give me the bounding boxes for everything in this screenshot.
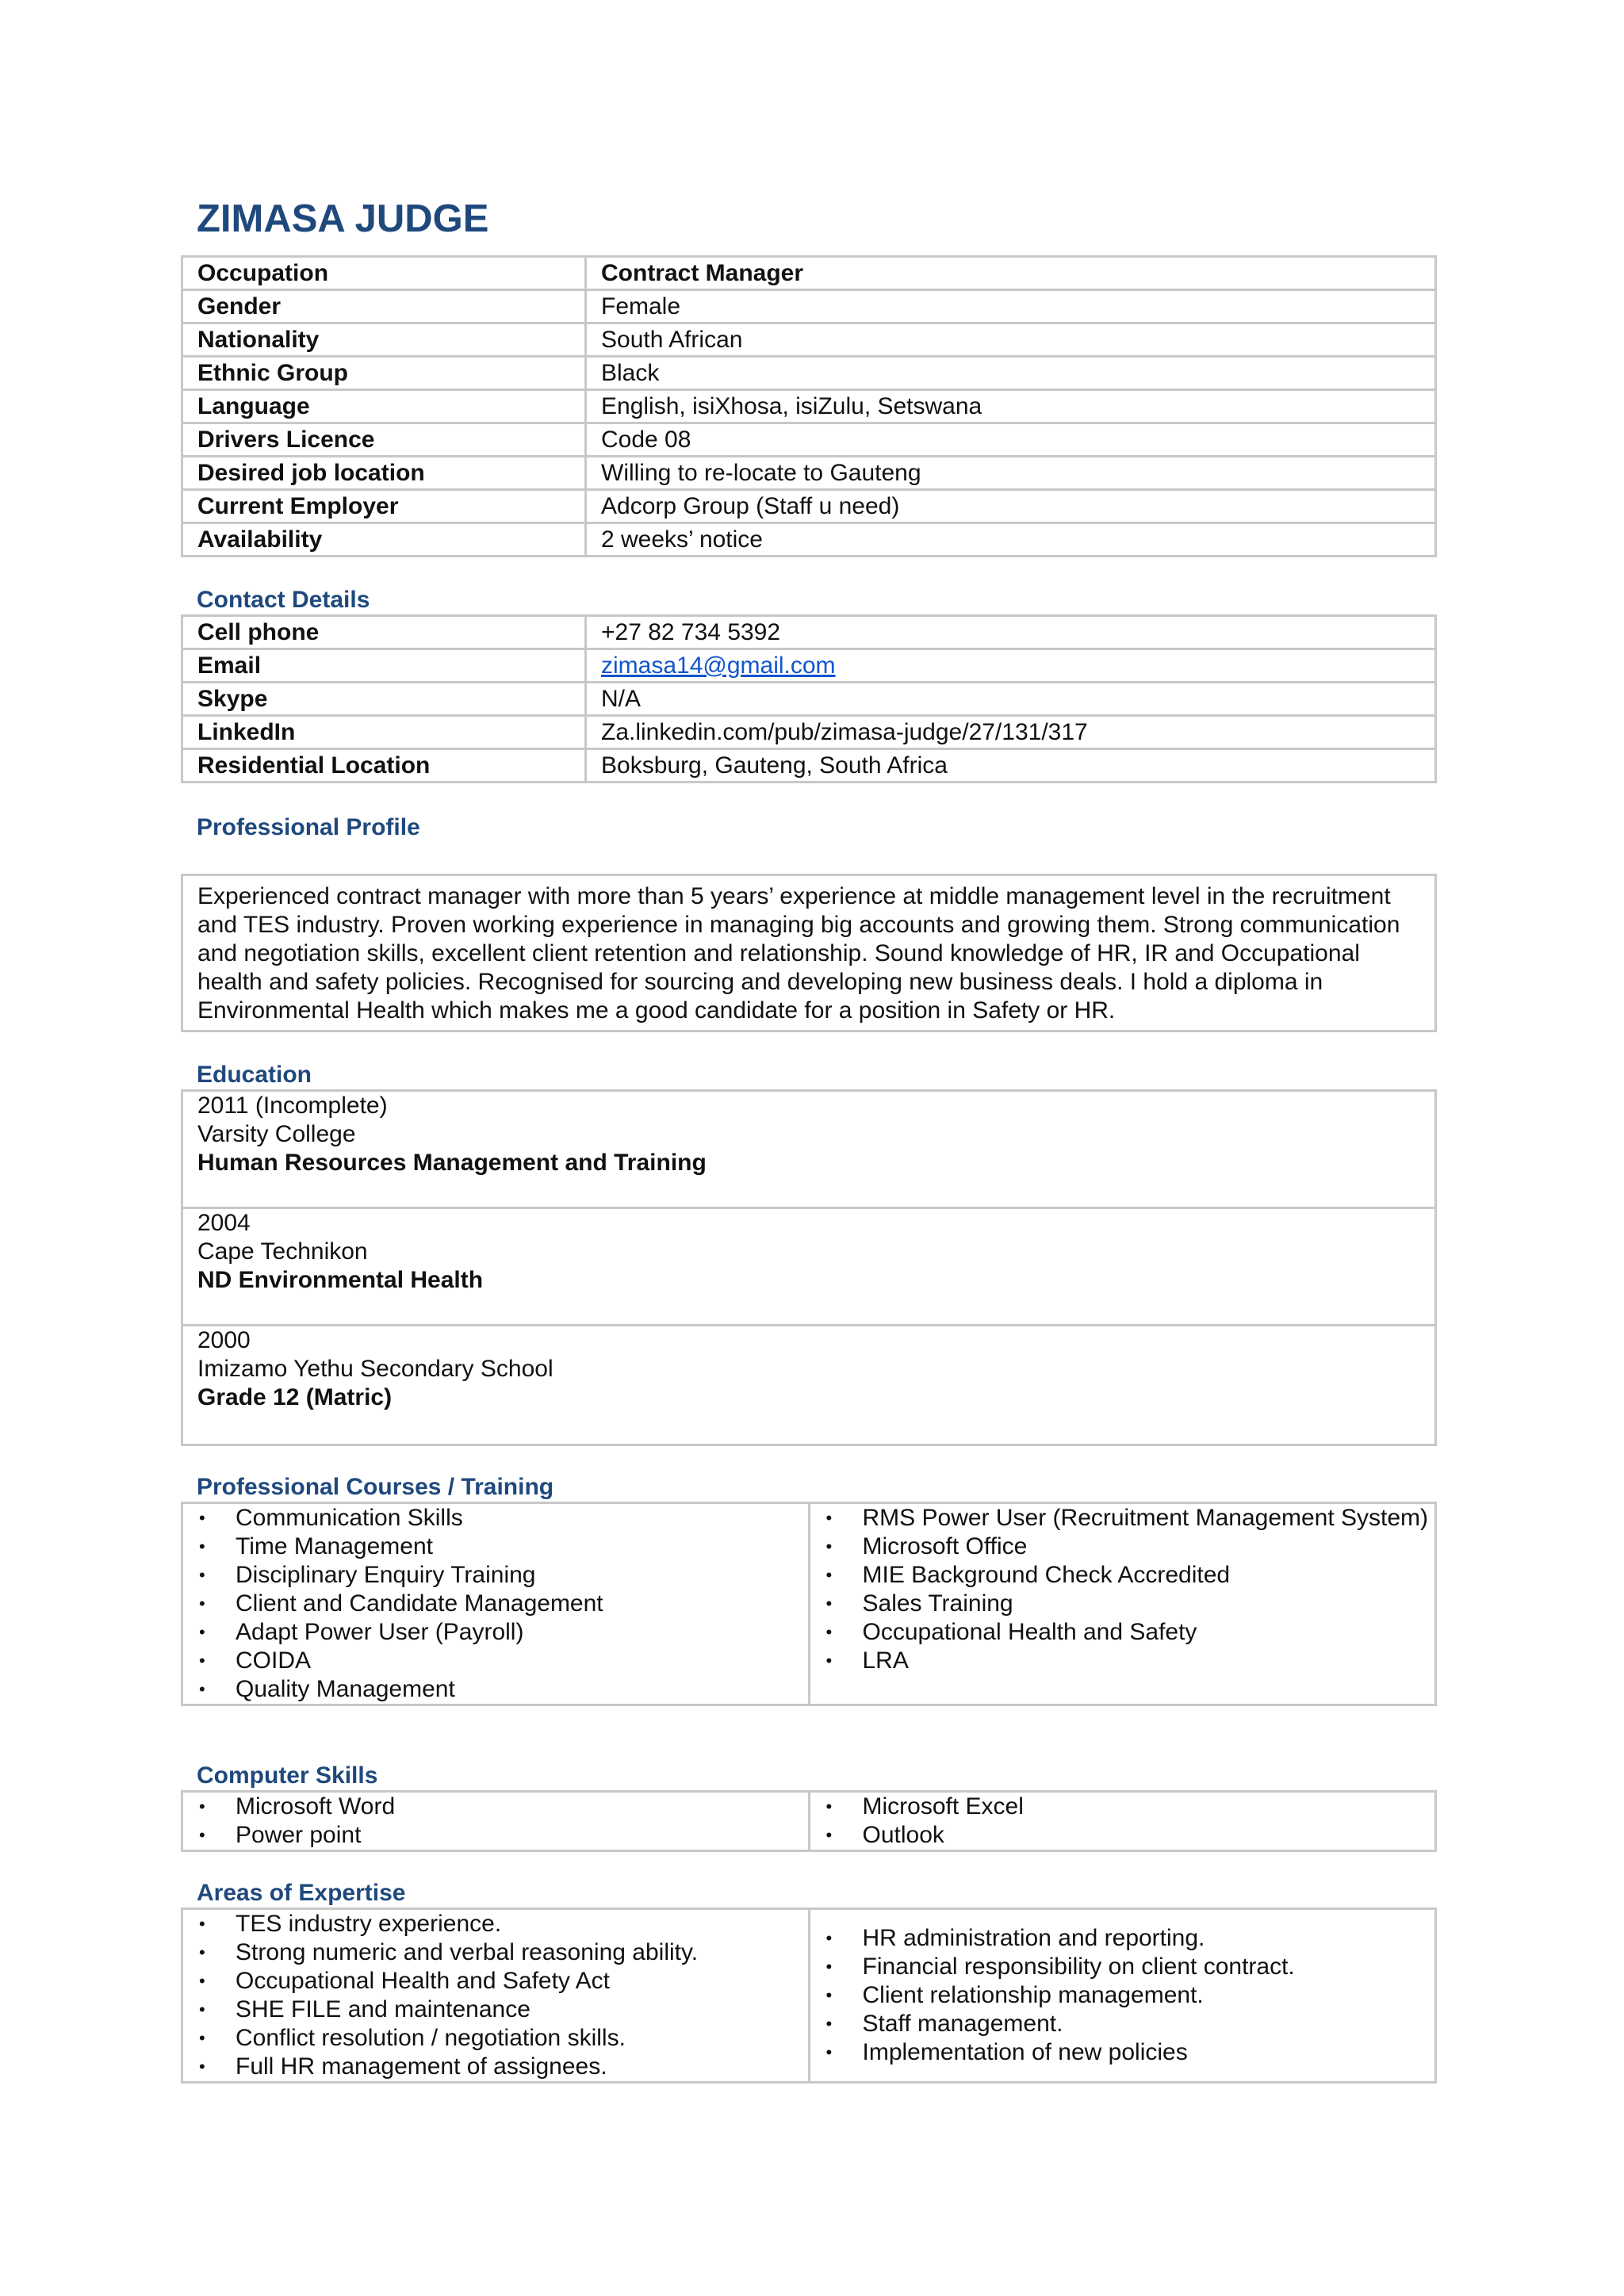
computer-right-column (809, 1792, 1436, 1851)
contact-detail-value (586, 649, 1436, 683)
contact-detail-value: +27 82 734 5392 (586, 616, 1436, 649)
course-item: • Quality Management (199, 1675, 808, 1704)
professional-profile-text: Experienced contract manager with more than 5 years’ experience at middle management level in the recruitment and TES industry. Proven working experience in managing big accounts and growing them. Strong communication and negotiation skills, excellent client retention and relationship. Sound knowledge of HR, IR and Occupational health and safety policies. Recognised for sourcing and developing new business deals. I hold a diploma in Environmental Health which makes me a good candidate for a position in Safety or HR. (181, 874, 1437, 1032)
expertise-item: • Financial responsibility on client contract. (826, 1953, 1435, 1981)
course-item: • Time Management (199, 1533, 808, 1561)
areas-of-expertise-table (181, 1908, 1437, 2084)
course-item: • Adapt Power User (Payroll) (199, 1618, 808, 1647)
contact-detail-row (182, 616, 1436, 649)
education-year: 2004 (197, 1210, 251, 1236)
personal-detail-value: Willing to re-locate to Gauteng (586, 457, 1436, 490)
expertise-item: • HR administration and reporting. (826, 1924, 1435, 1953)
resume-page (181, 190, 1437, 2084)
contact-detail-label: Email (182, 649, 586, 683)
education-entry (183, 1209, 1434, 1326)
course-item: • Occupational Health and Safety (826, 1618, 1435, 1647)
personal-detail-row (182, 523, 1436, 557)
contact-detail-row (182, 683, 1436, 716)
contact-detail-label: Cell phone (182, 616, 586, 649)
education-entry (183, 1326, 1434, 1444)
education-institution: Varsity College (197, 1121, 356, 1147)
personal-detail-label: Current Employer (182, 490, 586, 523)
expertise-item: • Client relationship management. (826, 1981, 1435, 2010)
course-item: • Disciplinary Enquiry Training (199, 1561, 808, 1590)
education-qualification: ND Environmental Health (197, 1267, 484, 1293)
computer-left-column (182, 1792, 810, 1851)
course-item: • MIE Background Check Accredited (826, 1561, 1435, 1590)
course-item: • RMS Power User (Recruitment Management System) (826, 1504, 1435, 1533)
personal-detail-row (182, 290, 1436, 323)
expertise-item: • Full HR management of assignees. (199, 2053, 808, 2081)
personal-detail-label: Language (182, 390, 586, 423)
personal-details-table (181, 255, 1437, 557)
personal-detail-value: Adcorp Group (Staff u need) (586, 490, 1436, 523)
education-year: 2000 (197, 1327, 251, 1353)
course-item: • COIDA (199, 1647, 808, 1675)
expertise-item: • Strong numeric and verbal reasoning ability. (199, 1938, 808, 1967)
expertise-left-column (182, 1909, 810, 2083)
education-institution: Cape Technikon (197, 1238, 368, 1265)
course-item: • Client and Candidate Management (199, 1590, 808, 1618)
email-link[interactable]: zimasa14@gmail.com (601, 652, 836, 679)
expertise-item: • Conflict resolution / negotiation skills. (199, 2024, 808, 2053)
personal-detail-label: Nationality (182, 323, 586, 357)
computer-skill-item: • Microsoft Word (199, 1793, 808, 1821)
personal-detail-label: Occupation (182, 257, 586, 290)
computer-skill-item: • Microsoft Excel (826, 1793, 1435, 1821)
personal-detail-row (182, 390, 1436, 423)
personal-detail-value: English, isiXhosa, isiZulu, Setswana (586, 390, 1436, 423)
expertise-item: • TES industry experience. (199, 1910, 808, 1938)
personal-detail-label: Desired job location (182, 457, 586, 490)
contact-detail-row (182, 649, 1436, 683)
personal-detail-value: Female (586, 290, 1436, 323)
professional-courses-table (181, 1502, 1437, 1706)
expertise-right-column (809, 1909, 1436, 2083)
personal-detail-label: Availability (182, 523, 586, 557)
expertise-item: • Implementation of new policies (826, 2038, 1435, 2067)
contact-detail-row (182, 749, 1436, 783)
computer-skills-heading: Computer Skills (197, 1762, 378, 1789)
contact-detail-value: Za.linkedin.com/pub/zimasa-judge/27/131/317 (586, 716, 1436, 749)
personal-detail-label: Gender (182, 290, 586, 323)
expertise-item: • Staff management. (826, 2010, 1435, 2038)
education-heading: Education (197, 1062, 312, 1088)
professional-courses-heading: Professional Courses / Training (197, 1474, 554, 1500)
education-year: 2011 (Incomplete) (197, 1093, 388, 1119)
personal-detail-label: Ethnic Group (182, 357, 586, 390)
education-list (181, 1089, 1437, 1446)
personal-detail-row (182, 423, 1436, 457)
personal-detail-row (182, 457, 1436, 490)
contact-detail-label: Residential Location (182, 749, 586, 783)
personal-detail-row (182, 490, 1436, 523)
courses-left-column (182, 1503, 810, 1705)
personal-detail-row (182, 257, 1436, 290)
personal-detail-value: Black (586, 357, 1436, 390)
computer-skill-item: • Outlook (826, 1821, 1435, 1850)
contact-details-heading: Contact Details (197, 587, 370, 613)
course-item: • Sales Training (826, 1590, 1435, 1618)
professional-profile-heading: Professional Profile (197, 814, 420, 840)
education-qualification: Human Resources Management and Training (197, 1150, 707, 1176)
computer-skills-table (181, 1790, 1437, 1852)
courses-right-column (809, 1503, 1436, 1705)
computer-skill-item: • Power point (199, 1821, 808, 1850)
personal-detail-label: Drivers Licence (182, 423, 586, 457)
personal-detail-row (182, 323, 1436, 357)
personal-detail-row (182, 357, 1436, 390)
course-item: • LRA (826, 1647, 1435, 1675)
personal-detail-value: Code 08 (586, 423, 1436, 457)
contact-detail-label: LinkedIn (182, 716, 586, 749)
contact-detail-value: Boksburg, Gauteng, South Africa (586, 749, 1436, 783)
course-item: • Communication Skills (199, 1504, 808, 1533)
contact-details-table (181, 614, 1437, 783)
personal-detail-value: Contract Manager (586, 257, 1436, 290)
course-item: • Microsoft Office (826, 1533, 1435, 1561)
expertise-item: • Occupational Health and Safety Act (199, 1967, 808, 1996)
contact-detail-label: Skype (182, 683, 586, 716)
contact-detail-value: N/A (586, 683, 1436, 716)
education-qualification: Grade 12 (Matric) (197, 1384, 393, 1410)
areas-of-expertise-heading: Areas of Expertise (197, 1880, 406, 1906)
contact-detail-row (182, 716, 1436, 749)
education-institution: Imizamo Yethu Secondary School (197, 1356, 553, 1382)
expertise-item: • SHE FILE and maintenance (199, 1996, 808, 2024)
personal-detail-value: South African (586, 323, 1436, 357)
candidate-name: ZIMASA JUDGE (197, 197, 489, 240)
personal-detail-value: 2 weeks’ notice (586, 523, 1436, 557)
education-entry (183, 1092, 1434, 1209)
